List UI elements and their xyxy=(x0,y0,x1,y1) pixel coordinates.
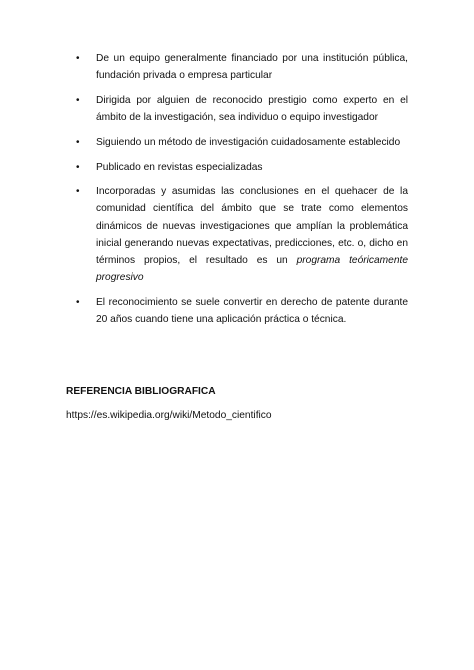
bullet-icon: • xyxy=(76,161,80,173)
bullet-icon: • xyxy=(76,53,80,64)
bullet-text-main: Incorporadas y asumidas las conclusiones en el quehacer de la comunidad científica del ámbito que se trate como elementos dinámicos de nuevas investigaciones que amplían la problemática inicial generando nuevas expectativas, predicciones, etc. o, dicho en términos propios, el resultado es un xyxy=(96,186,408,267)
bullet-icon: • xyxy=(76,94,80,106)
list-item xyxy=(66,159,408,176)
list-item xyxy=(66,50,408,84)
list-item xyxy=(66,134,408,151)
bullet-text: El reconocimiento se suele convertir en derecho de patente durante 20 años cuando tiene una aplicación práctica o técnica. xyxy=(96,296,408,326)
bullet-icon: • xyxy=(76,296,80,308)
reference-heading: REFERENCIA BIBLIOGRAFICA xyxy=(66,386,216,398)
list-item xyxy=(66,92,408,126)
emphasis-text: programa teóricamente progresivo xyxy=(96,255,408,284)
list-item xyxy=(66,294,408,328)
reference-url: https://es.wikipedia.org/wiki/Metodo_cientifico xyxy=(66,410,272,422)
bullet-text xyxy=(96,186,408,283)
bullet-text: Siguiendo un método de investigación cuidadosamente establecido xyxy=(96,136,401,148)
bullet-icon: • xyxy=(76,186,80,198)
bullet-text: Publicado en revistas especializadas xyxy=(96,161,263,173)
bullet-text: Dirigida por alguien de reconocido prestigio como experto en el ámbito de la investigación, sea individuo o equipo investigador xyxy=(96,94,408,124)
list-item xyxy=(66,183,408,286)
bullet-text: De un equipo generalmente financiado por una institución pública, fundación privada o empresa particular xyxy=(96,53,408,82)
bullet-list xyxy=(66,50,408,328)
bullet-icon: • xyxy=(76,136,80,148)
